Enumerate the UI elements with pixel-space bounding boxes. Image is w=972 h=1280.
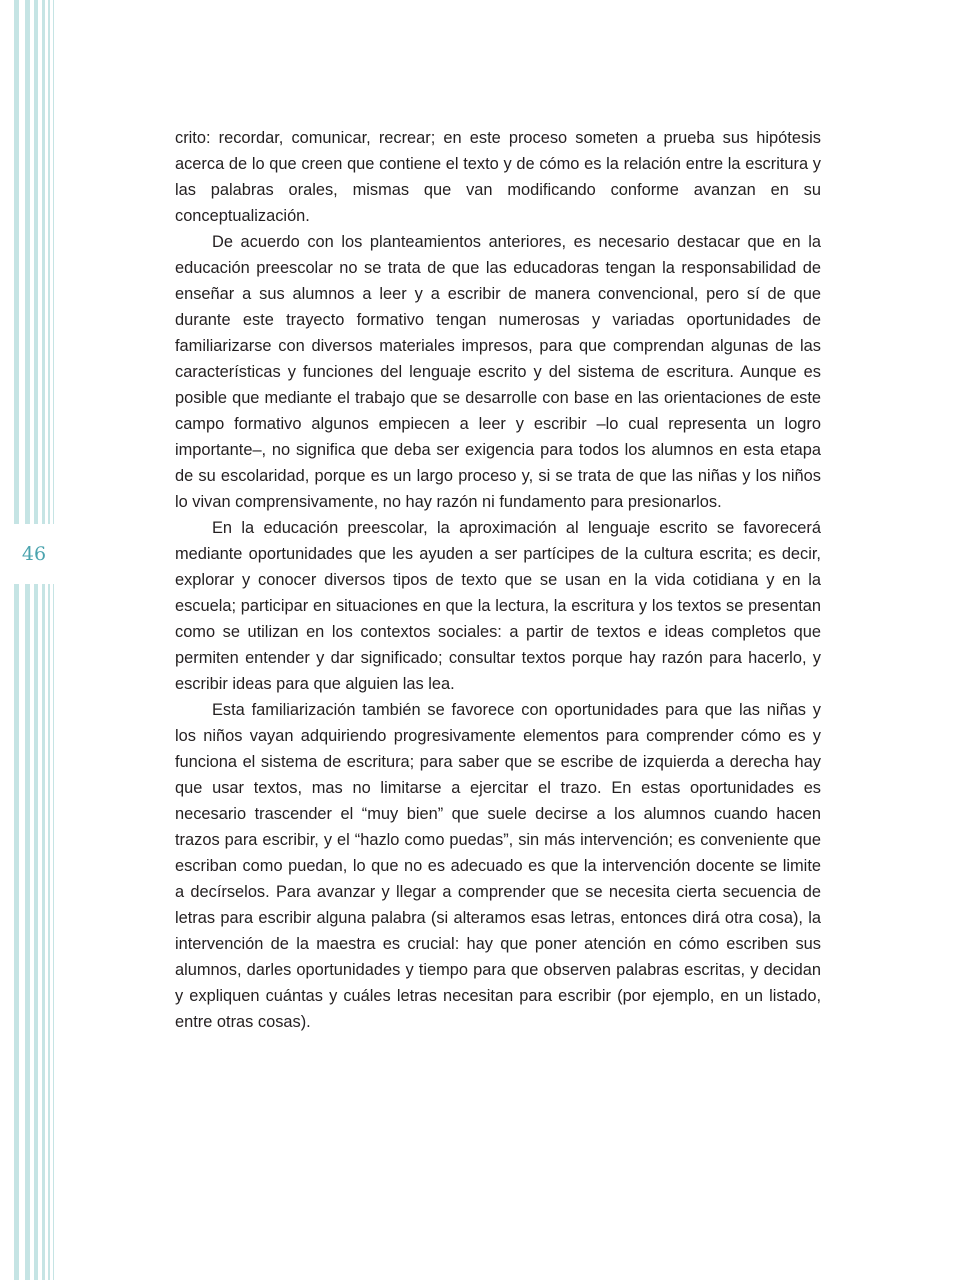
margin-stripe bbox=[14, 584, 19, 1280]
margin-stripe bbox=[53, 584, 54, 1280]
margin-stripe bbox=[48, 584, 50, 1280]
margin-stripe bbox=[14, 0, 19, 524]
margin-stripe bbox=[34, 584, 38, 1280]
body-text bbox=[175, 125, 821, 1035]
margin-stripe bbox=[25, 0, 30, 524]
margin-stripe bbox=[48, 0, 50, 524]
paragraph: Esta familiarización también se favorece con oportunidades para que las niñas y los niños vayan adquiriendo progresivamente elementos para comprender cómo es y funciona el sistema de escritura; para saber que se escribe de izquierda a derecha hay que usar textos, mas no limitarse a ejercitar el trazo. En estas oportunidades es necesario trascender el “muy bien” que suele decirse a los alumnos cuando hacen trazos para escribir, y el “hazlo como puedas”, sin más intervención; es conveniente que escriban como puedan, lo que no es adecuado es que la intervención docente se limite a decírselos. Para avanzar y llegar a comprender que se necesita cierta secuencia de letras para escribir alguna palabra (si alteramos esas letras, entonces dirá otra cosa), la intervención de la maestra es crucial: hay que poner atención en cómo escriben sus alumnos, darles oportunidades y tiempo para que observen palabras escritas, y decidan y expliquen cuántas y cuáles letras necesitan para escribir (por ejemplo, en un listado, entre otras cosas). bbox=[175, 701, 821, 1031]
margin-stripe bbox=[53, 0, 54, 524]
margin-stripes bbox=[0, 0, 60, 1280]
paragraph: De acuerdo con los planteamientos anteriores, es necesario destacar que en la educación preescolar no se trata de que las educadoras tengan la responsabilidad de enseñar a sus alumnos a leer y a escribir de manera convencional, pero sí de que durante este trayecto formativo tengan numerosas y variadas oportunidades de familiarizarse con diversos materiales impresos, para que comprendan algunas de las características y funciones del lenguaje escrito y del sistema de escritura. Aunque es posible que mediante el trabajo que se desarrolle con base en las orientaciones de este campo formativo algunos empiecen a leer y escribir –lo cual representa un logro importante–, no significa que deba ser exigencia para todos los alumnos en esta etapa de su escolaridad, porque es un largo proceso y, si se trata de que las niñas y los niños lo vivan comprensivamente, no hay razón ni fundamento para presionarlos. bbox=[175, 233, 821, 511]
margin-stripe bbox=[25, 584, 30, 1280]
paragraph: crito: recordar, comunicar, recrear; en este proceso someten a prueba sus hipótesis acerca de lo que creen que contiene el texto y de cómo es la relación entre la escritura y las palabras orales, mismas que van modificando conforme avanzan en su conceptualización. bbox=[175, 129, 821, 225]
paragraph: En la educación preescolar, la aproximación al lenguaje escrito se favorecerá mediante oportunidades que les ayuden a ser partícipes de la cultura escrita; es decir, explorar y conocer diversos tipos de texto que se usan en la vida cotidiana y en la escuela; participar en situaciones en que la lectura, la escritura y los textos se presentan como se utilizan en los contextos sociales: a partir de textos e ideas completos que permiten entender y dar significado; consultar textos porque hay razón para hacerlo, y escribir ideas para que alguien las lea. bbox=[175, 519, 821, 693]
margin-stripe bbox=[34, 0, 38, 524]
margin-stripe bbox=[42, 0, 45, 524]
margin-stripe bbox=[42, 584, 45, 1280]
page-number: 46 bbox=[21, 543, 47, 565]
